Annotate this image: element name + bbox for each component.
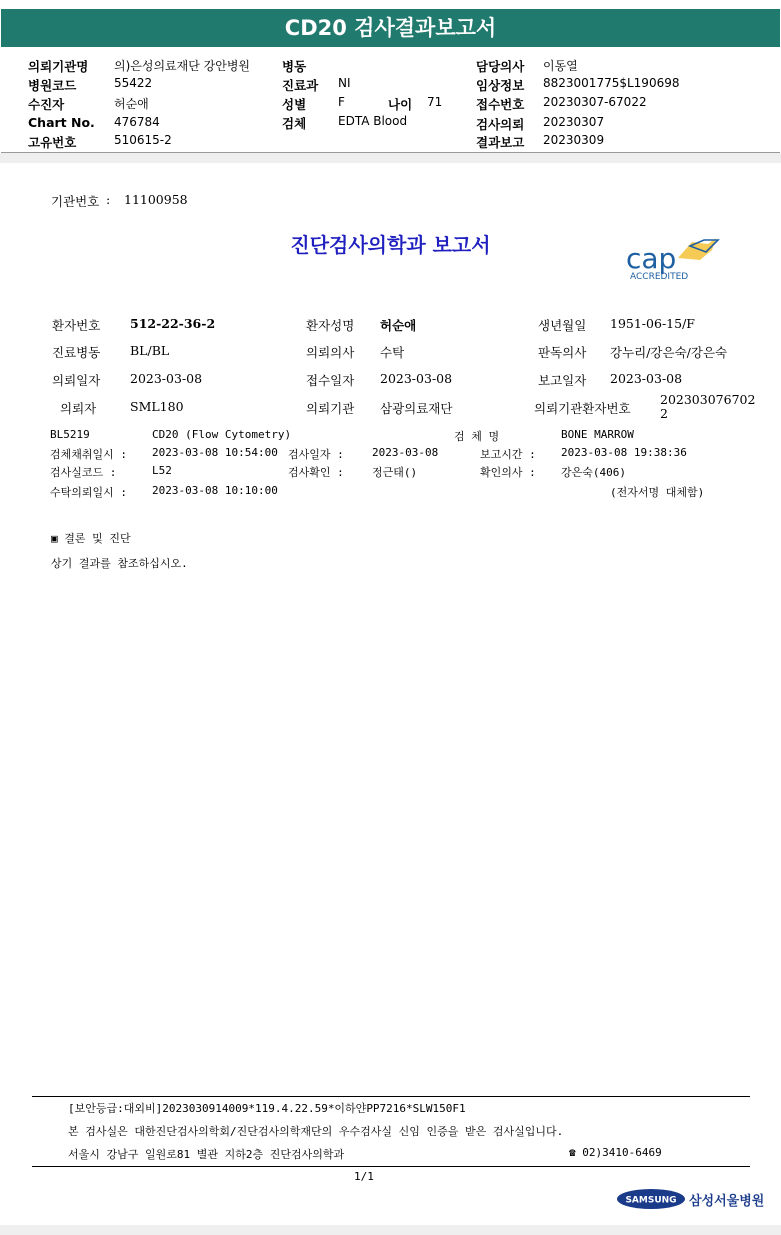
- conclusion-text: 상기 결과를 참조하십시오.: [51, 557, 188, 570]
- label-dob: 생년월일: [538, 318, 587, 333]
- value-req-date2: 2023-03-08: [130, 371, 203, 386]
- address: 서울시 강남구 일원로81 별관 지하2층 진단검사의학과: [68, 1148, 345, 1161]
- label-ward: 병동: [282, 59, 307, 74]
- value-org-pt-no-1: 202303076702: [660, 392, 756, 407]
- value-requester: SML180: [130, 399, 184, 414]
- label-result-date: 결과보고: [476, 135, 525, 150]
- label-age: 나이: [388, 97, 413, 112]
- label-receipt-no: 접수번호: [476, 97, 525, 112]
- value-dob: 1951-06-15/F: [610, 316, 695, 331]
- label-dept: 진료과: [282, 78, 319, 93]
- label-org-pt-no: 의뢰기관환자번호: [534, 401, 631, 416]
- label-specimen: 검체: [282, 116, 307, 131]
- label-patient: 수진자: [28, 97, 65, 112]
- esign-note: (전자서명 대체함): [610, 486, 705, 499]
- value-report-time: 2023-03-08 19:38:36: [561, 446, 687, 459]
- value-room: L52: [152, 464, 172, 477]
- conclusion-heading: ▣ 결론 및 진단: [51, 532, 131, 545]
- value-confirm-doc: 강은숙(406): [561, 466, 626, 479]
- value-result-date: 20230309: [543, 133, 605, 147]
- value-specimen-name: BONE MARROW: [561, 428, 634, 441]
- value-chart-no: 476784: [114, 115, 160, 129]
- samsung-logo-text: SAMSUNG: [625, 1195, 677, 1206]
- hospital-name-logo: 삼성서울병원: [689, 1194, 765, 1209]
- label-report-time: 보고시간 :: [480, 448, 536, 461]
- value-pt-name: 허순애: [380, 318, 417, 333]
- value-rcv-date: 2023-03-08: [380, 371, 453, 386]
- value-collect: 2023-03-08 10:54:00: [152, 446, 278, 459]
- cert-statement: 본 검사실은 대한진단검사의학회/진단검사의학재단의 우수검사실 신임 인증을 받은 검사실입니다.: [68, 1125, 564, 1138]
- label-confirm: 검사확인 :: [288, 466, 344, 479]
- value-req-date: 20230307: [543, 115, 605, 129]
- value-patient: 허순애: [114, 97, 149, 111]
- label-chart-no: Chart No.: [28, 115, 95, 130]
- value-req-org: 의)은성의료재단 강안병원: [114, 59, 251, 73]
- label-room: 검사실코드 :: [50, 466, 117, 479]
- inst-no-value: 11100958: [124, 192, 188, 207]
- label-test-date: 검사일자 :: [288, 448, 344, 461]
- label-pt-name: 환자성명: [306, 318, 355, 333]
- label-doctor: 담당의사: [476, 59, 525, 74]
- label-requester: 의뢰자: [60, 401, 97, 416]
- label-ward2: 진료병동: [52, 345, 101, 360]
- value-consign: 2023-03-08 10:10:00: [152, 484, 278, 497]
- footer-top-line: [32, 1096, 750, 1097]
- value-ward2: BL/BL: [130, 343, 170, 358]
- value-req-org2: 삼광의료재단: [380, 401, 453, 416]
- test-code: BL5219: [50, 428, 90, 441]
- label-req-date: 검사의뢰: [476, 117, 525, 132]
- footer-bottom-line: [32, 1166, 750, 1167]
- value-pt-no: 512-22-36-2: [130, 316, 216, 331]
- value-specimen: EDTA Blood: [338, 114, 408, 128]
- samsung-logo: [616, 1188, 686, 1210]
- label-specimen-name: 검 체 명: [454, 430, 500, 443]
- cap-logo-text: cap: [626, 242, 677, 275]
- value-doctor: 이동열: [543, 59, 578, 73]
- value-read-doc: 강누리/강은숙/강은숙: [610, 345, 728, 360]
- test-name: CD20 (Flow Cytometry): [152, 428, 292, 441]
- label-clinical: 임상정보: [476, 78, 525, 93]
- label-read-doc: 판독의사: [538, 345, 587, 360]
- bottom-gray-band: [0, 1225, 781, 1235]
- value-sex: F: [338, 95, 345, 109]
- cap-logo-subtext: ACCREDITED: [630, 272, 689, 282]
- label-hosp-code: 병원코드: [28, 78, 77, 93]
- phone: ☎ 02)3410-6469: [569, 1146, 662, 1159]
- value-org-pt-no-2: 2: [660, 406, 668, 421]
- value-hosp-code: 55422: [114, 76, 153, 90]
- label-req-date2: 의뢰일자: [52, 373, 101, 388]
- value-confirm: 정근태(): [372, 466, 418, 479]
- value-rep-date: 2023-03-08: [610, 371, 683, 386]
- label-req-doc: 의뢰의사: [306, 345, 355, 360]
- value-dept: NI: [338, 76, 351, 90]
- value-clinical: 8823001775$L190698: [543, 76, 680, 90]
- cap-accredited-logo: [620, 236, 730, 286]
- label-rcv-date: 접수일자: [306, 373, 355, 388]
- label-unique-no: 고유번호: [28, 135, 77, 150]
- value-unique-no: 510615-2: [114, 133, 172, 147]
- value-req-doc: 수탁: [380, 345, 405, 360]
- page-number: 1/1: [354, 1170, 374, 1183]
- label-collect: 검체채취일시 :: [50, 448, 128, 461]
- header-gray-band: [0, 153, 781, 163]
- value-age: 71: [427, 95, 443, 109]
- value-receipt-no: 20230307-67022: [543, 95, 647, 109]
- security-stamp: [보안등급:대외비]2023030914009*119.4.22.59*이하얀PP7216*SLW150F1: [68, 1102, 466, 1115]
- inst-no-colon: :: [106, 192, 111, 207]
- report-title-bar: CD20 검사결과보고서: [1, 9, 780, 47]
- report-subtitle: 진단검사의학과 보고서: [290, 233, 491, 257]
- label-rep-date: 보고일자: [538, 373, 587, 388]
- label-req-org: 의뢰기관명: [28, 59, 89, 74]
- label-req-org2: 의뢰기관: [306, 401, 355, 416]
- inst-no-label: 기관번호: [51, 194, 100, 209]
- value-test-date: 2023-03-08: [372, 446, 439, 459]
- label-sex: 성별: [282, 97, 307, 112]
- label-consign: 수탁의뢰일시 :: [50, 486, 128, 499]
- label-confirm-doc: 확인의사 :: [480, 466, 536, 479]
- label-pt-no: 환자번호: [52, 318, 101, 333]
